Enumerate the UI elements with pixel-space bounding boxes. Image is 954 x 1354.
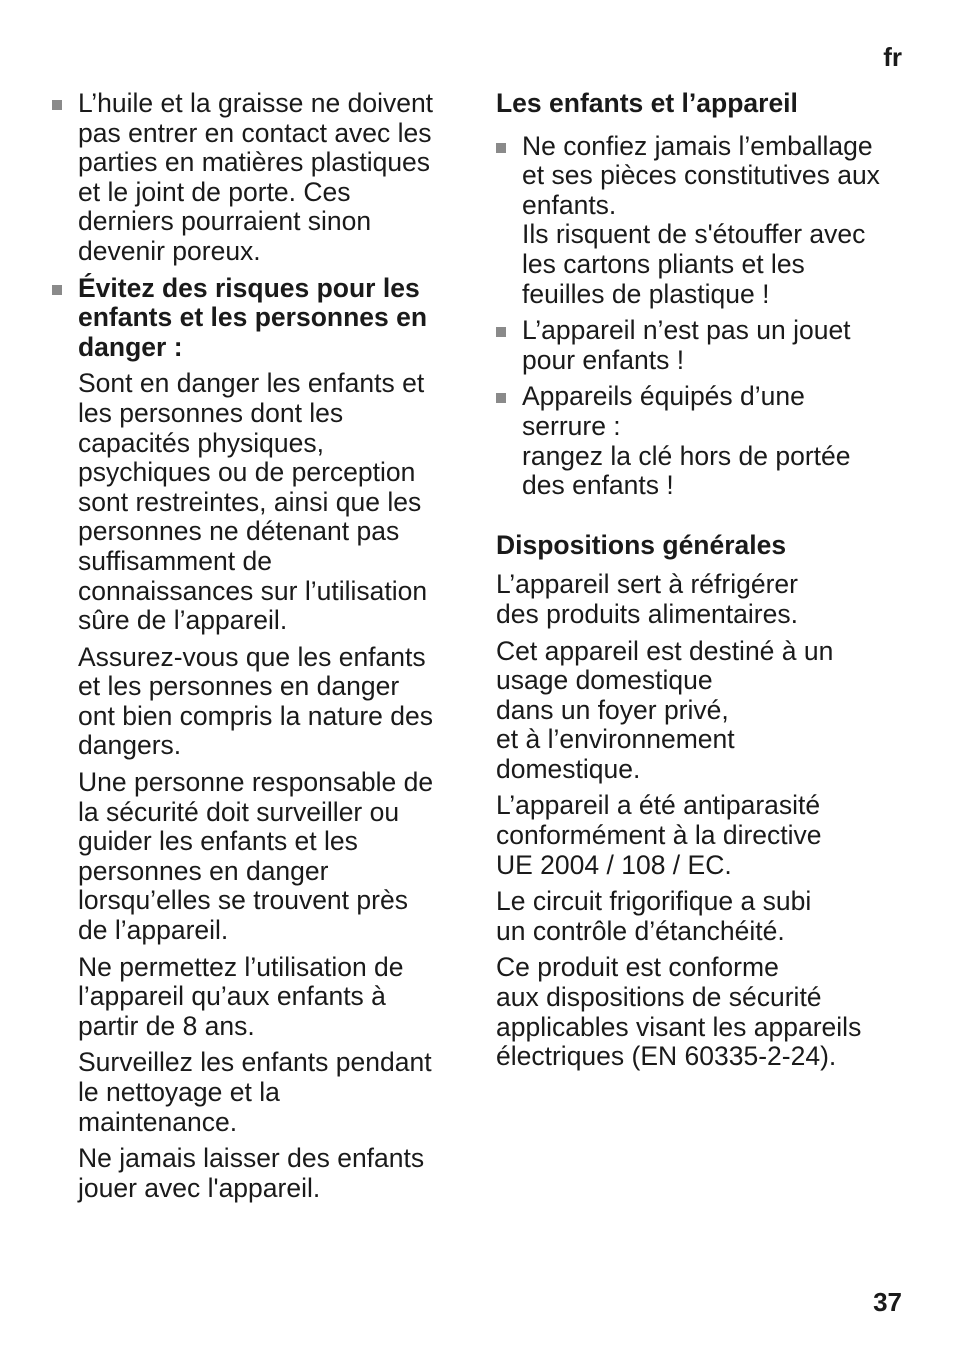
- text-line: enfants.: [522, 189, 617, 220]
- paragraph-purpose: [496, 570, 916, 629]
- text-line: sont restreintes, ainsi que les: [78, 486, 422, 517]
- square-bullet-icon: [52, 285, 62, 295]
- text-line: sûre de l’appareil.: [78, 605, 288, 636]
- text-line: UE 2004 / 108 / EC.: [496, 849, 732, 880]
- text-line: et les personnes en danger: [78, 671, 400, 702]
- text-line: et le joint de porte. Ces: [78, 176, 351, 207]
- text-line: électriques (EN 60335-2-24).: [496, 1041, 837, 1072]
- square-bullet-icon: [496, 393, 506, 403]
- square-bullet-icon: [496, 143, 506, 153]
- text-line: l’appareil qu’aux enfants à: [78, 981, 386, 1012]
- paragraph-conformity: [496, 953, 916, 1071]
- text-line: devenir poreux.: [78, 235, 261, 266]
- text-line: personnes en danger: [78, 855, 329, 886]
- paragraph-understand-dangers: [52, 643, 462, 761]
- text-line: Sont en danger les enfants et: [78, 368, 425, 399]
- paragraph-age-limit: [52, 953, 462, 1042]
- page-number: 37: [873, 1287, 902, 1317]
- text-line: et à l’environnement: [496, 724, 735, 755]
- list-item-packaging: [496, 132, 916, 310]
- text-line: capacités physiques,: [78, 427, 325, 458]
- text-line: ont bien compris la nature des: [78, 700, 434, 731]
- paragraph-cleaning-supervision: [52, 1048, 462, 1137]
- text-line: Cet appareil est destiné à un: [496, 635, 834, 666]
- text-line: usage domestique: [496, 665, 713, 696]
- text-line: dangers.: [78, 730, 182, 761]
- text-line: danger :: [78, 331, 183, 362]
- list-item-oil-grease: [52, 89, 462, 267]
- section-title-general: Dispositions générales: [496, 529, 787, 560]
- text-line: conformément à la directive: [496, 820, 822, 851]
- paragraph-interference: [496, 791, 916, 880]
- text-line: un contrôle d’étanchéité.: [496, 915, 785, 946]
- text-line: des enfants !: [522, 470, 674, 501]
- text-line: des produits alimentaires.: [496, 598, 798, 629]
- paragraph-supervision: [52, 768, 462, 946]
- text-line: derniers pourraient sinon: [78, 206, 372, 237]
- text-line: serrure :: [522, 410, 621, 441]
- text-line: parties en matières plastiques: [78, 147, 431, 178]
- text-line: dans un foyer privé,: [496, 694, 729, 725]
- text-line: Ne permettez l’utilisation de: [78, 951, 404, 982]
- text-line: les cartons pliants et les: [522, 248, 805, 279]
- text-line: rangez la clé hors de portée: [522, 440, 851, 471]
- list-item-lock: [496, 382, 916, 500]
- text-line: les personnes dont les: [78, 397, 344, 428]
- text-line: lorsqu’elles se trouvent près: [78, 885, 408, 916]
- text-line: personnes ne détenant pas: [78, 516, 400, 547]
- language-label: fr: [883, 42, 902, 72]
- paragraph-no-playing: [52, 1144, 462, 1203]
- paragraph-persons-at-risk: [52, 369, 462, 635]
- text-line: Évitez des risques pour les: [78, 272, 420, 303]
- square-bullet-icon: [52, 100, 62, 110]
- paragraph-domestic-use: [496, 637, 916, 785]
- text-line: Ne confiez jamais l’emballage: [522, 130, 873, 161]
- text-line: connaissances sur l’utilisation: [78, 575, 428, 606]
- text-line: domestique.: [496, 753, 641, 784]
- text-line: jouer avec l'appareil.: [78, 1172, 321, 1203]
- text-line: L’huile et la graisse ne doivent: [78, 88, 434, 118]
- text-line: applicables visant les appareils: [496, 1011, 862, 1042]
- text-line: maintenance.: [78, 1106, 238, 1137]
- list-item-not-a-toy: [496, 316, 916, 375]
- paragraph-leak-test: [496, 887, 916, 946]
- section-title-children: Les enfants et l’appareil: [496, 88, 798, 118]
- text-line: guider les enfants et les: [78, 826, 358, 857]
- text-line: aux dispositions de sécurité: [496, 982, 822, 1013]
- text-line: enfants et les personnes en: [78, 302, 428, 333]
- text-line: L’appareil n’est pas un jouet: [522, 315, 851, 346]
- text-line: Ne jamais laisser des enfants: [78, 1143, 425, 1174]
- text-line: partir de 8 ans.: [78, 1010, 255, 1041]
- left-column: [52, 89, 462, 1210]
- text-line: feuilles de plastique !: [522, 278, 770, 309]
- square-bullet-icon: [496, 327, 506, 337]
- text-line: Surveillez les enfants pendant: [78, 1047, 432, 1078]
- text-line: Ils risquent de s'étouffer avec: [522, 219, 866, 250]
- text-line: le nettoyage et la: [78, 1077, 280, 1107]
- text-line: Le circuit frigorifique a subi: [496, 886, 812, 917]
- text-line: et ses pièces constitutives aux: [522, 160, 880, 191]
- list-item-avoid-risks: [52, 274, 462, 363]
- text-line: Assurez-vous que les enfants: [78, 641, 426, 672]
- text-line: Appareils équipés d’une: [522, 381, 805, 412]
- right-column: [496, 89, 916, 1079]
- text-line: de l’appareil.: [78, 915, 229, 946]
- text-line: suffisamment de: [78, 545, 272, 576]
- text-line: L’appareil a été antiparasité: [496, 790, 821, 821]
- text-line: pas entrer en contact avec les: [78, 117, 432, 148]
- text-line: Une personne responsable de: [78, 767, 434, 798]
- text-line: la sécurité doit surveiller ou: [78, 796, 400, 827]
- text-line: pour enfants !: [522, 344, 685, 375]
- text-line: L’appareil sert à réfrigérer: [496, 569, 798, 600]
- text-line: Ce produit est conforme: [496, 952, 779, 983]
- text-line: psychiques ou de perception: [78, 457, 416, 488]
